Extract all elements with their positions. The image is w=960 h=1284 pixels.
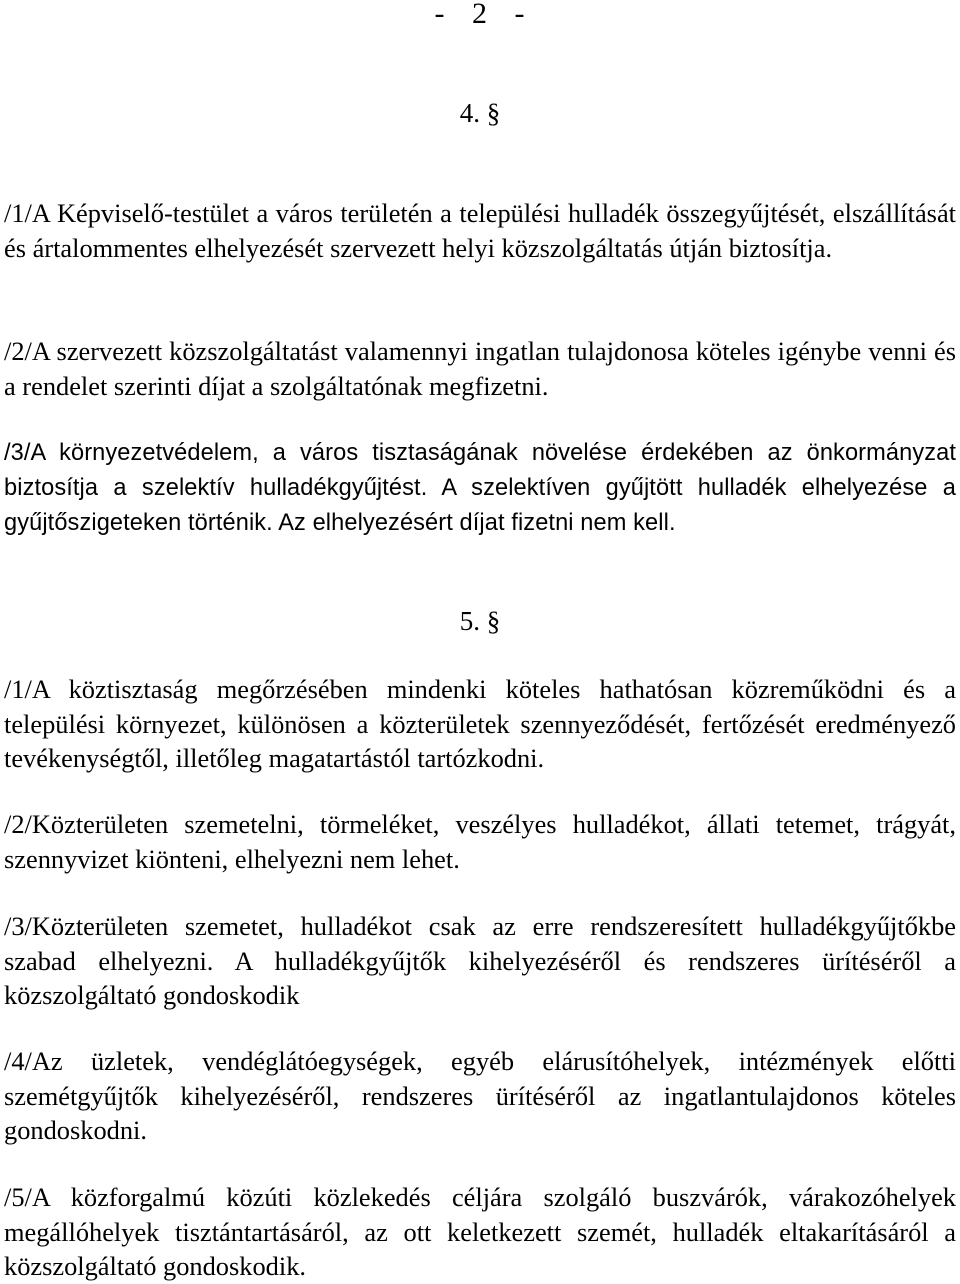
section-5-paragraph-4: /4/Az üzletek, vendéglátóegységek, egyéb elárusítóhelyek, intézmények előtti szemétgyűjtők kihelyezéséről, rendszeres ürítéséről az ingatlantulajdonos köteles gondoskodni. [4,1046,956,1146]
section-5-heading: 5. § [459,606,501,636]
section-5-paragraph-3: /3/Közterületen szemetet, hulladékot csak az erre rendszeresített hulladékgyűjtőkbe szabad elhelyezni. A hulladékgyűjtők kihelyezéséről és rendszeres ürítéséről a közszolgáltató gondoskodik [4,911,956,1011]
section-4-paragraph-3: /3/A környezetvédelem, a város tisztaságának növelése érdekében az önkormányzat biztosítja a szelektív hulladékgyűjtést. A szelektíven gyűjtött hulladék elhelyezése a gyűjtőszigeteken történik. Az elhelyezésért díjat fizetni nem kell. [4,440,956,536]
section-4-paragraph-1: /1/A Képviselő-testület a város területén a települési hulladék összegyűjtését, elszállítását és ártalommentes elhelyezését szervezett helyi közszolgáltatás útján biztosítja. [4,198,956,263]
section-5-paragraph-2: /2/Közterületen szemetelni, törmeléket, veszélyes hulladékot, állati tetemet, trágyát, szennyvizet kiönteni, elhelyezni nem lehet. [4,809,956,874]
page-number: - 2 - [434,0,526,30]
section-5-paragraph-5: /5/A közforgalmú közúti közlekedés céljára szolgáló buszvárók, várakozóhelyek megállóhelyek tisztántartásáról, az ott keletkezett szemét, hulladék eltakarításáról a közszolgáltató gondoskodik. [4,1182,956,1282]
section-4-paragraph-2: /2/A szervezett közszolgáltatást valamennyi ingatlan tulajdonosa köteles igénybe venni és a rendelet szerinti díjat a szolgáltatónak megfizetni. [4,336,956,401]
section-5-paragraph-1: /1/A köztisztaság megőrzésében mindenki köteles hathatósan közreműködni és a települési környezet, különösen a közterületek szennyeződését, fertőzését eredményező tevékenységtől, illetőleg magatartástól tartózkodni. [4,674,956,774]
section-4-heading: 4. § [459,98,501,128]
